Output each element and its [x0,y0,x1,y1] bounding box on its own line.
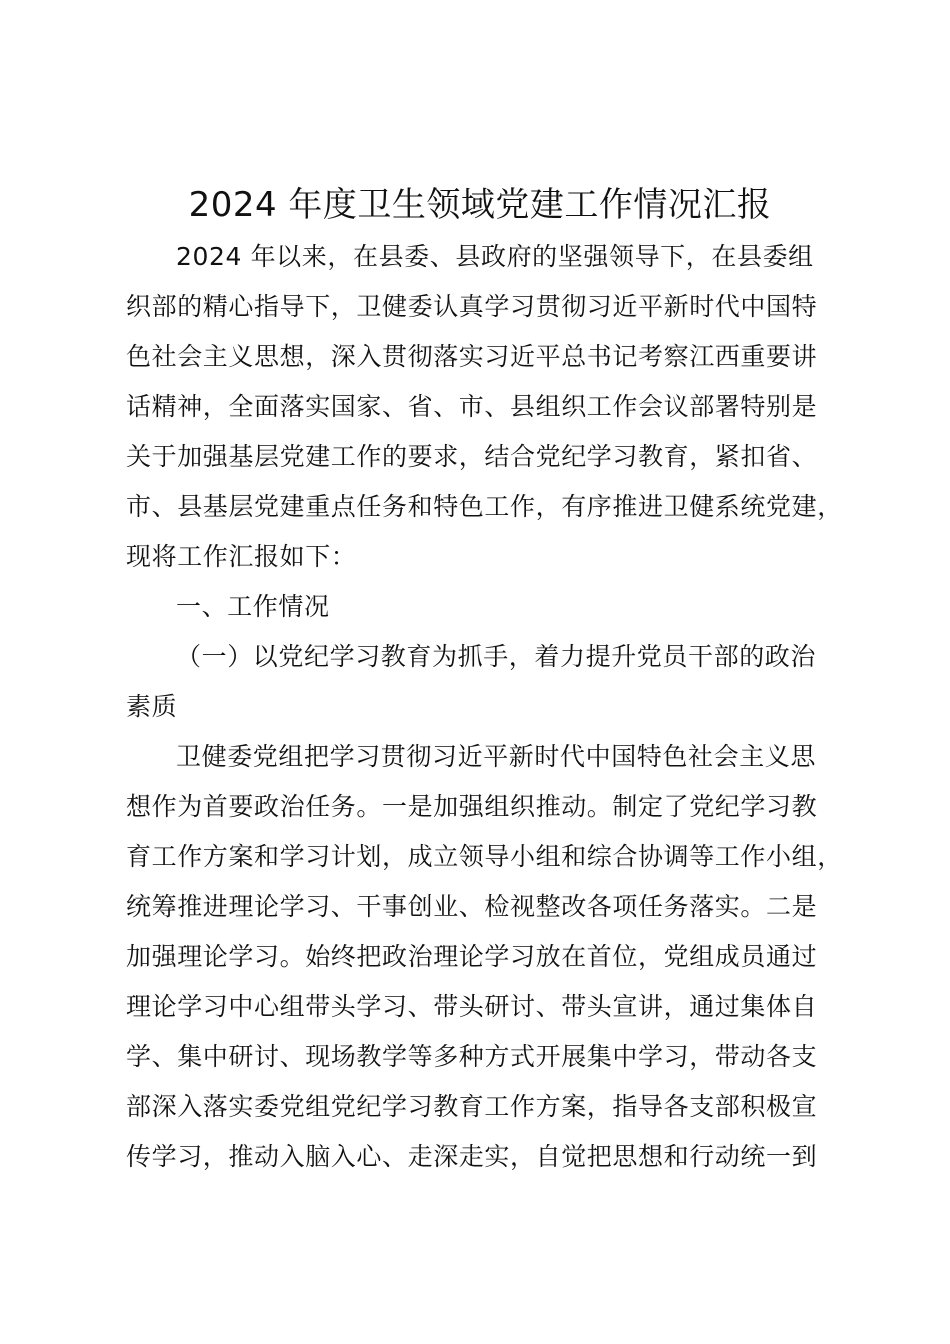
text-line: 学、集中研讨、现场教学等多种方式开展集中学习，带动各支 [126,1042,818,1071]
text-line: 色社会主义思想，深入贯彻落实习近平总书记考察江西重要讲 [126,342,818,371]
text-line: 2024 年以来，在县委、县政府的坚强领导下，在县委组 [176,242,814,271]
text-line: 统筹推进理论学习、干事创业、检视整改各项任务落实。二是 [126,892,818,921]
text-line: 话精神，全面落实国家、省、市、县组织工作会议部署特别是 [126,392,818,421]
document-title: 2024 年度卫生领域党建工作情况汇报 [188,185,772,225]
subsection-heading-continued: 素质 [126,692,178,721]
text-line: 关于加强基层党建工作的要求，结合党纪学习教育，紧扣省、 [126,442,818,471]
text-line: 想作为首要政治任务。一是加强组织推动。制定了党纪学习教 [126,792,818,821]
text-line: 市、县基层党建重点任务和特色工作，有序推进卫健系统党建， [126,492,843,521]
subsection-heading: （一）以党纪学习教育为抓手，着力提升党员干部的政治 [176,642,817,671]
text-line: 传学习，推动入脑入心、走深走实，自觉把思想和行动统一到 [126,1142,818,1171]
document-body [126,232,866,1182]
text-line: 理论学习中心组带头学习、带头研讨、带头宣讲，通过集体自 [126,992,818,1021]
text-line: 部深入落实委党组党纪学习教育工作方案，指导各支部积极宣 [126,1092,818,1121]
text-line: 现将工作汇报如下： [126,542,357,571]
section-heading: 一、工作情况 [176,592,330,621]
text-line: 织部的精心指导下，卫健委认真学习贯彻习近平新时代中国特 [126,292,818,321]
text-line: 加强理论学习。始终把政治理论学习放在首位，党组成员通过 [126,942,818,971]
text-line: 卫健委党组把学习贯彻习近平新时代中国特色社会主义思 [176,742,817,771]
text-line: 育工作方案和学习计划，成立领导小组和综合协调等工作小组， [126,842,843,871]
